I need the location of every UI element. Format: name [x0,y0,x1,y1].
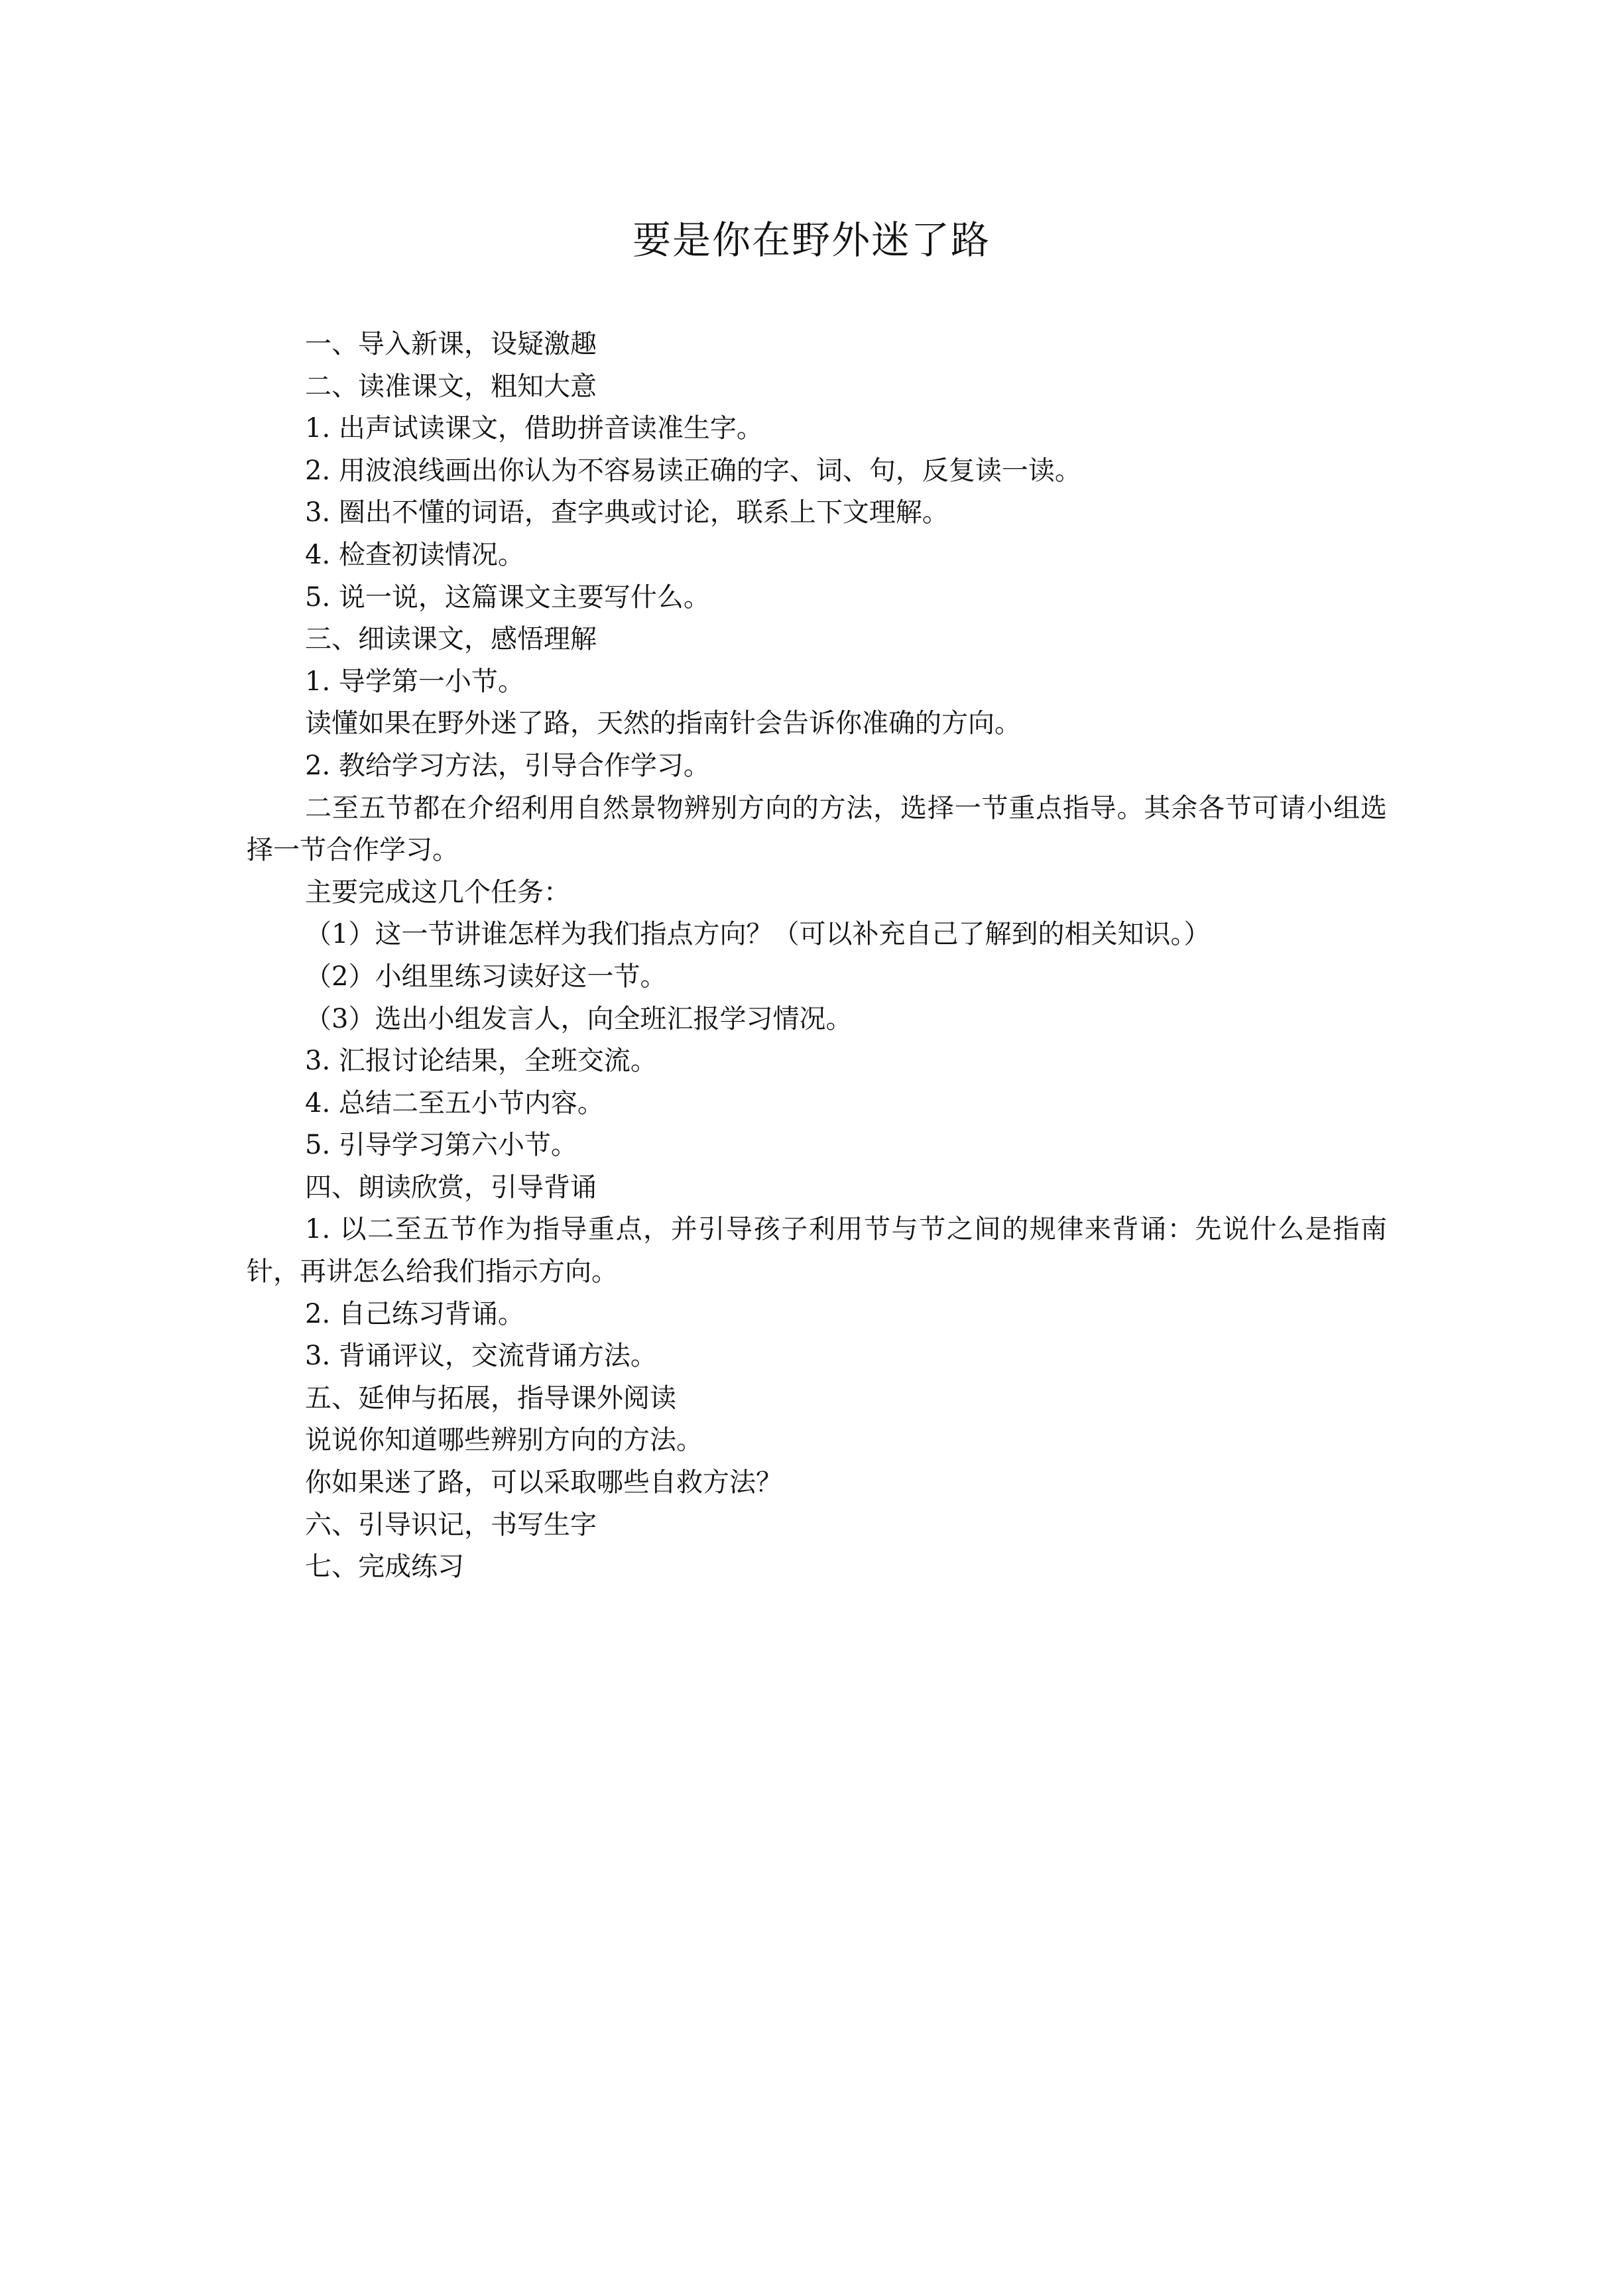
list-item: （1）这一节讲谁怎样为我们指点方向？（可以补充自己了解到的相关知识。） [305,919,1211,950]
list-item: 4. 总结二至五小节内容。 [305,1087,604,1118]
list-item: （2）小组里练习读好这一节。 [305,961,667,992]
section-heading: 七、完成练习 [305,1551,464,1583]
list-item: 3. 背诵评议，交流背诵方法。 [305,1341,657,1372]
paragraph: 读懂如果在野外迷了路，天然的指南针会告诉你准确的方向。 [305,708,1021,739]
list-item: 2. 自己练习背诵。 [305,1298,524,1329]
list-item: 5. 引导学习第六小节。 [305,1130,577,1161]
section-heading: 二、读准课文，粗知大意 [305,371,597,402]
document-title: 要是你在野外迷了路 [632,217,991,263]
paragraph: 二至五节都在介绍利用自然景物辨别方向的方法，选择一节重点指导。其余各节可请小组选择一节合作学习。 [247,792,1387,866]
section-heading: 五、延伸与拓展，指导课外阅读 [305,1382,676,1414]
list-item: 1. 出声试读课文，借助拼音读准生字。 [305,413,763,444]
list-item: 5. 说一说，这篇课文主要写什么。 [305,581,710,613]
section-heading: 三、细读课文，感悟理解 [305,624,597,655]
list-item: （3）选出小组发言人，向全班汇报学习情况。 [305,1003,853,1034]
section-heading: 六、引导识记，书写生字 [305,1509,597,1540]
list-item: 1. 导学第一小节。 [305,666,524,697]
list-item: 3. 汇报讨论结果，全班交流。 [305,1046,657,1077]
list-item: 1. 以二至五节作为指导重点，并引导孩子利用节与节之间的规律来背诵：先说什么是指南针，再讲怎么给我们指示方向。 [247,1214,1387,1288]
section-heading: 四、朗读欣赏，引导背诵 [305,1172,597,1203]
list-item: 2. 用波浪线画出你认为不容易读正确的字、词、句，反复读一读。 [305,455,1081,486]
paragraph: 你如果迷了路，可以采取哪些自救方法？ [305,1467,782,1498]
paragraph: 主要完成这几个任务： [305,876,570,908]
section-heading: 一、导入新课，设疑激趣 [305,329,597,359]
paragraph: 说说你知道哪些辨别方向的方法。 [305,1425,703,1456]
list-item: 2. 教给学习方法，引导合作学习。 [305,750,710,781]
list-item: 4. 检查初读情况。 [305,539,524,570]
list-item: 3. 圈出不懂的词语，查字典或讨论，联系上下文理解。 [305,497,949,528]
document-body [247,324,1387,1589]
